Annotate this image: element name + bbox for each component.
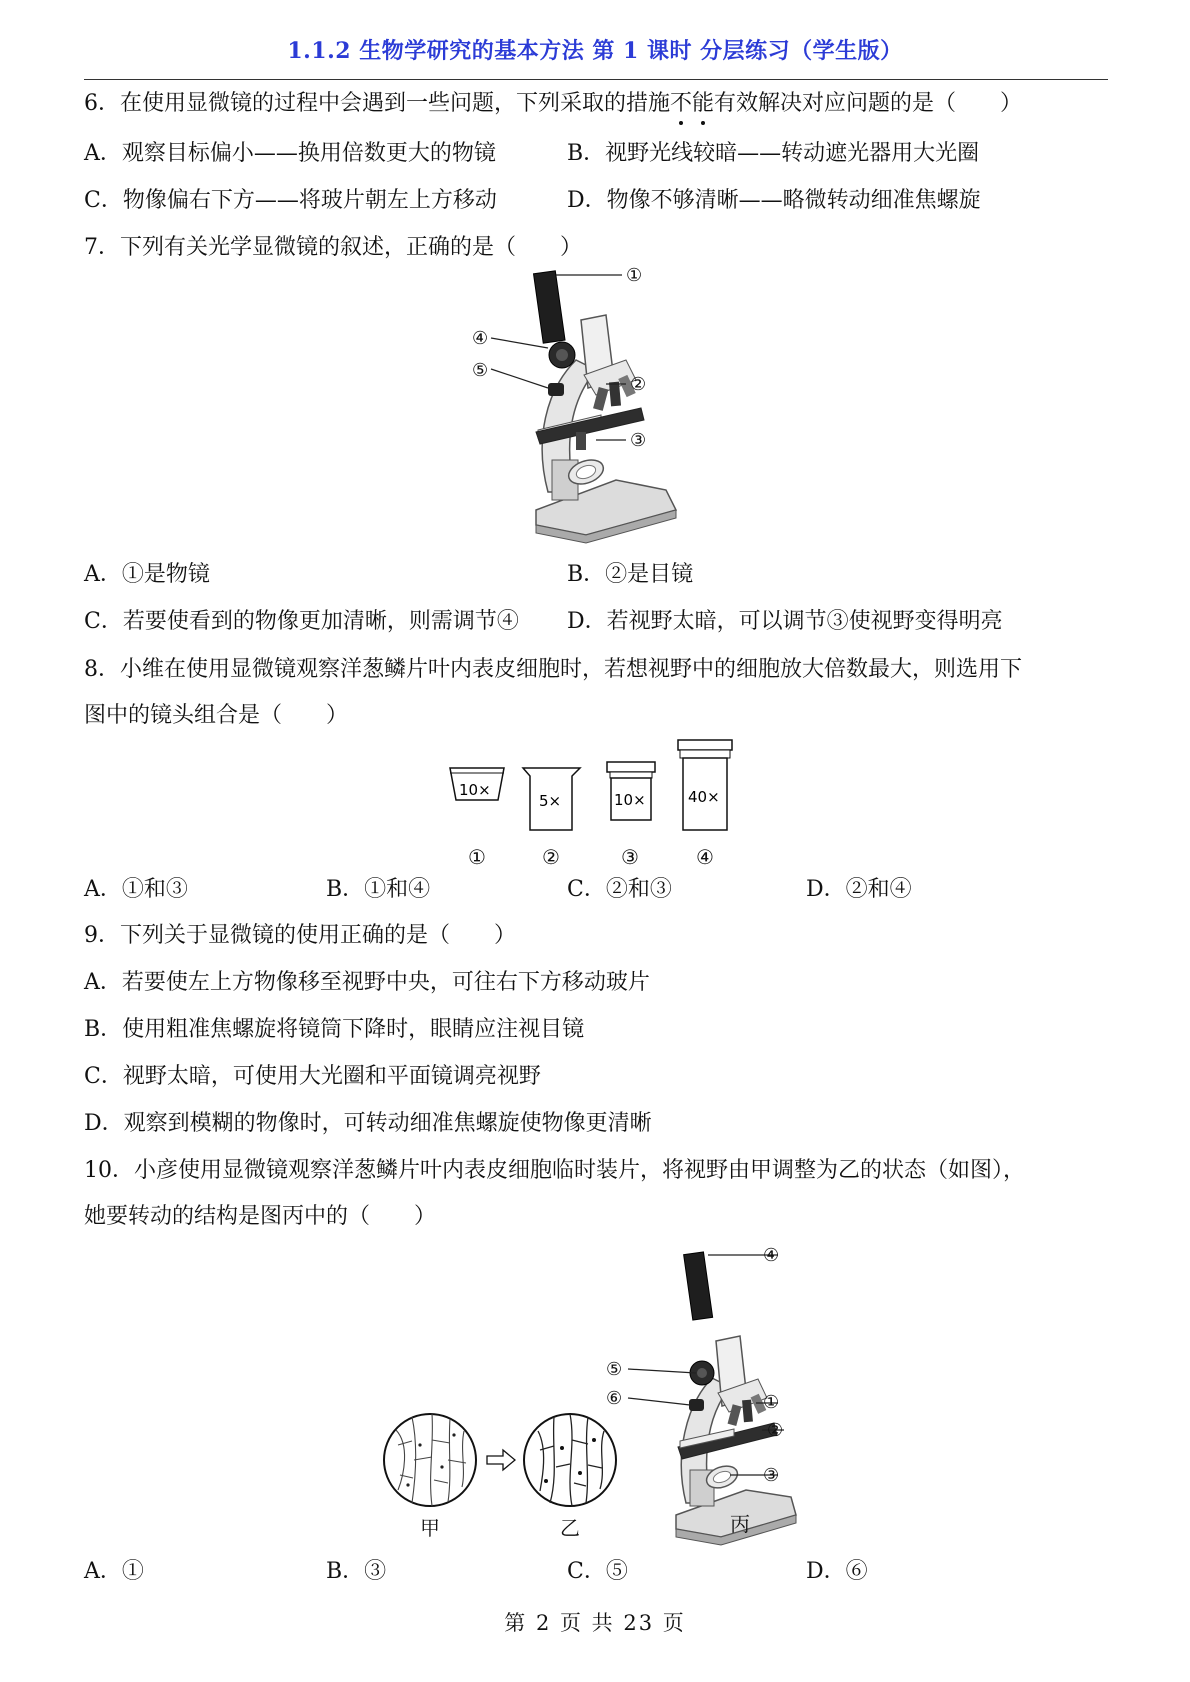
question-9-option-a[interactable]: A．若要使左上方物像移至视野中央，可往右下方移动玻片 <box>84 970 650 995</box>
question-6-stem <box>84 89 1022 119</box>
page-title: 1.1.2 生物学研究的基本方法 第 1 课时 分层练习（学生版） <box>287 38 903 64</box>
lens-label-1: 10× <box>459 781 491 799</box>
page-number: 第 2 页 共 23 页 <box>504 1611 686 1635</box>
callout-4: ④ <box>472 328 489 349</box>
lens-number-3: ③ <box>621 845 639 869</box>
question-6-option-d[interactable]: D．物像不够清晰——略微转动细准焦螺旋 <box>567 188 981 213</box>
callout-1: ① <box>763 1392 780 1413</box>
question-8-option-b[interactable]: B．①和④ <box>326 877 431 902</box>
callout-3: ③ <box>630 430 647 451</box>
question-9-option-c[interactable]: C．视野太暗，可使用大光圈和平面镜调亮视野 <box>84 1064 541 1089</box>
question-10-stem-line-2: 她要转动的结构是图丙中的（ ） <box>84 1204 437 1229</box>
question-6-stem-after: 有效解决对应问题的是（ ） <box>714 91 1023 116</box>
lens-figure-q8 <box>440 740 760 870</box>
emphasis-dot-char: 能 <box>692 89 714 119</box>
callout-2: ② <box>767 1420 784 1441</box>
question-10-option-d[interactable]: D．⑥ <box>806 1559 868 1584</box>
view-label-jia: 甲 <box>420 1516 440 1540</box>
callout-2: ② <box>630 374 647 395</box>
lens-number-1: ① <box>468 845 486 869</box>
question-7-option-c[interactable]: C．若要使看到的物像更加清晰，则需调节④ <box>84 609 519 634</box>
ocular-lens-3 <box>607 762 655 820</box>
question-8-stem-line-1: 8．小维在使用显微镜观察洋葱鳞片叶内表皮细胞时，若想视野中的细胞放大倍数最大，则选用下 <box>84 657 1023 682</box>
question-6-option-c[interactable]: C．物像偏右下方——将玻片朝左上方移动 <box>84 188 497 213</box>
lens-number-2: ② <box>542 845 560 869</box>
ocular-lens-2 <box>523 768 580 830</box>
header-divider <box>84 79 1108 80</box>
microscope-drawing <box>534 271 676 543</box>
callout-4: ④ <box>763 1245 780 1266</box>
lens-label-2: 5× <box>539 792 562 810</box>
lens-label-4: 40× <box>688 788 720 806</box>
question-10-option-c[interactable]: C．⑤ <box>567 1559 628 1584</box>
callout-5: ⑤ <box>606 1359 623 1380</box>
callout-3: ③ <box>763 1465 780 1486</box>
view-label-bing: 丙 <box>730 1512 750 1536</box>
question-9-option-d[interactable]: D．观察到模糊的物像时，可转动细准焦螺旋使物像更清晰 <box>84 1111 652 1136</box>
view-label-yi: 乙 <box>560 1516 580 1540</box>
microscope-figure-q7 <box>472 265 716 540</box>
question-8-option-d[interactable]: D．②和④ <box>806 877 912 902</box>
callout-6: ⑥ <box>606 1388 623 1409</box>
question-7-option-a[interactable]: A．①是物镜 <box>84 562 210 587</box>
lens-label-3: 10× <box>614 791 646 809</box>
question-9-option-b[interactable]: B．使用粗准焦螺旋将镜筒下降时，眼睛应注视目镜 <box>84 1017 585 1042</box>
question-8-option-a[interactable]: A．①和③ <box>84 877 188 902</box>
question-8-option-c[interactable]: C．②和③ <box>567 877 672 902</box>
arrow-right-icon <box>487 1450 515 1470</box>
question-6-option-b[interactable]: B．视野光线较暗——转动遮光器用大光圈 <box>567 141 980 166</box>
figure-q10 <box>380 1245 830 1550</box>
objective-lens-1 <box>450 768 504 800</box>
question-7-stem: 7．下列有关光学显微镜的叙述，正确的是（ ） <box>84 235 582 260</box>
question-8-stem-line-2: 图中的镜头组合是（ ） <box>84 703 349 728</box>
question-9-stem: 9．下列关于显微镜的使用正确的是（ ） <box>84 923 516 948</box>
question-10-option-b[interactable]: B．③ <box>326 1559 387 1584</box>
emphasis-dot-char: 不 <box>670 89 692 119</box>
field-of-view-jia <box>384 1414 476 1506</box>
question-10-option-a[interactable]: A．① <box>84 1559 144 1584</box>
lens-number-4: ④ <box>696 845 714 869</box>
callout-1: ① <box>626 265 643 286</box>
question-10-stem-line-1: 10．小彦使用显微镜观察洋葱鳞片叶内表皮细胞临时装片，将视野由甲调整为乙的状态（如图）， <box>84 1158 1025 1183</box>
objective-lens-4 <box>678 740 732 830</box>
question-7-option-b[interactable]: B．②是目镜 <box>567 562 694 587</box>
question-7-option-d[interactable]: D．若视野太暗，可以调节③使视野变得明亮 <box>567 609 1003 634</box>
question-6-stem-before: 6．在使用显微镜的过程中会遇到一些问题，下列采取的措施 <box>84 91 670 116</box>
question-6-option-a[interactable]: A．观察目标偏小——换用倍数更大的物镜 <box>84 141 496 166</box>
field-of-view-yi <box>524 1414 616 1506</box>
callout-5: ⑤ <box>472 360 489 381</box>
